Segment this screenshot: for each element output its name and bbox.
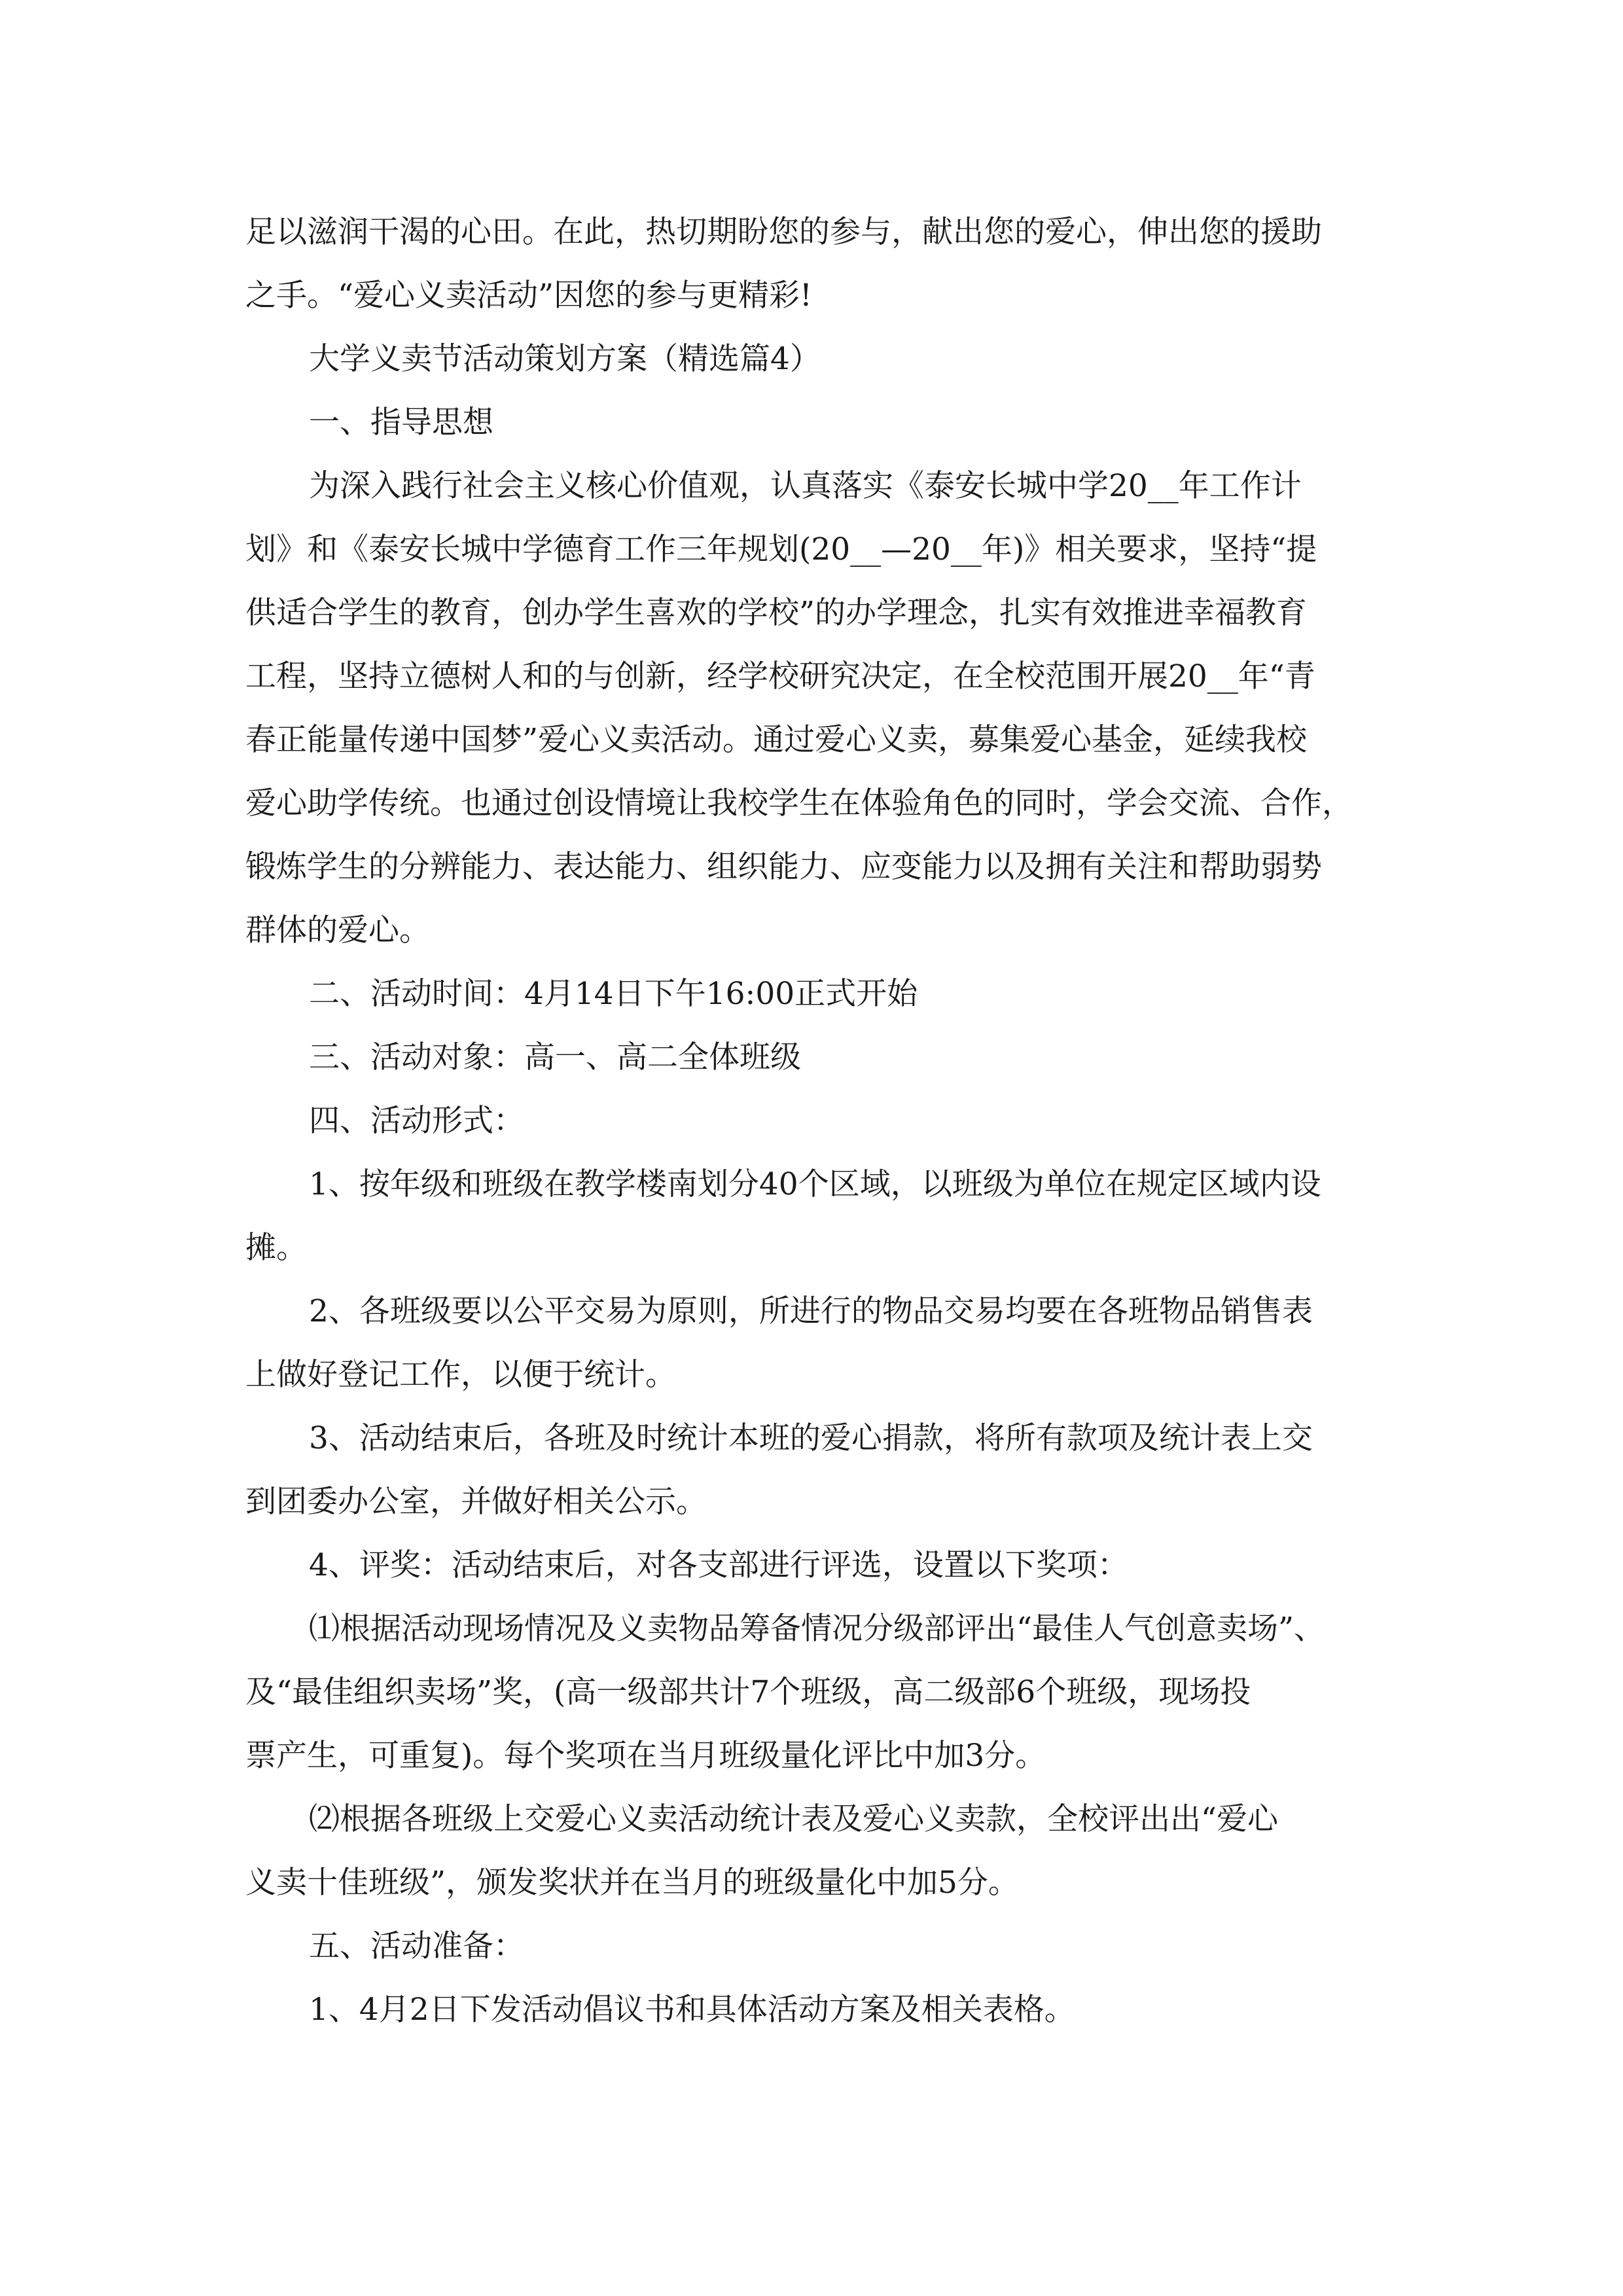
section-title: 大学义卖节活动策划方案（精选篇4） bbox=[309, 341, 821, 377]
paragraph-line: 票产生，可重复)。每个奖项在当月班级量化评比中加3分。 bbox=[245, 1738, 1046, 1774]
paragraph-line: 为深入践行社会主义核心价值观，认真落实《泰安长城中学20__年工作计 bbox=[309, 468, 1302, 504]
paragraph-line: ⑵根据各班级上交爱心义卖活动统计表及爱心义卖款，全校评出出“爱心 bbox=[309, 1801, 1279, 1837]
paragraph-line: 足以滋润干渴的心田。在此，热切期盼您的参与，献出您的爱心，伸出您的援助 bbox=[245, 214, 1322, 250]
form-item-4 bbox=[245, 1534, 1378, 1597]
heading-activity-target: 三、活动对象：高一、高二全体班级 bbox=[309, 1039, 801, 1075]
form-item-3 bbox=[245, 1407, 1378, 1534]
prep-item-1: 1、4月2日下发活动倡议书和具体活动方案及相关表格。 bbox=[309, 1992, 1075, 2028]
continuation-paragraph bbox=[245, 200, 1378, 327]
paragraph-line: 1、按年级和班级在教学楼南划分40个区域，以班级为单位在规定区域内设 bbox=[309, 1166, 1321, 1202]
paragraph-line: 供适合学生的教育，创办学生喜欢的学校”的办学理念，扎实有效推进幸福教育 bbox=[245, 595, 1308, 631]
paragraph-line: 2、各班级要以公平交易为原则，所进行的物品交易均要在各班物品销售表 bbox=[309, 1293, 1313, 1329]
paragraph-line: 工程，坚持立德树人和的与创新，经学校研究决定，在全校范围开展20__年“青 bbox=[245, 658, 1315, 694]
award-item-2 bbox=[245, 1787, 1378, 1914]
form-item-1 bbox=[245, 1153, 1378, 1280]
paragraph-line: 摊。 bbox=[245, 1230, 307, 1266]
paragraph-line: 锻炼学生的分辨能力、表达能力、组织能力、应变能力以及拥有关注和帮助弱势 bbox=[245, 849, 1322, 885]
guiding-paragraph bbox=[245, 454, 1378, 962]
heading-activity-prep: 五、活动准备： bbox=[309, 1928, 524, 1964]
paragraph-line: 划》和《泰安长城中学德育工作三年规划(20__—20__年)》相关要求，坚持“提 bbox=[245, 531, 1317, 567]
paragraph-line: 春正能量传递中国梦”爱心义卖活动。通过爱心义卖，募集爱心基金，延续我校 bbox=[245, 722, 1308, 758]
paragraph-line: ⑴根据活动现场情况及义卖物品筹备情况分级部评出“最佳人气创意卖场”、 bbox=[309, 1611, 1325, 1647]
paragraph-line: 群体的爱心。 bbox=[245, 912, 430, 948]
heading-guiding-ideology: 一、指导思想 bbox=[309, 404, 493, 440]
paragraph-line: 及“最佳组织卖场”奖，(高一级部共计7个班级，高二级部6个班级，现场投 bbox=[245, 1674, 1251, 1710]
paragraph-line: 到团委办公室，并做好相关公示。 bbox=[245, 1484, 707, 1520]
paragraph-line: 爱心助学传统。也通过创设情境让我校学生在体验角色的同时，学会交流、合作， bbox=[245, 785, 1353, 821]
paragraph-line: 3、活动结束后，各班及时统计本班的爱心捐款，将所有款项及统计表上交 bbox=[309, 1420, 1313, 1456]
paragraph-line: 之手。“爱心义卖活动”因您的参与更精彩! bbox=[245, 278, 812, 314]
paragraph-line: 4、评奖：活动结束后，对各支部进行评选，设置以下奖项： bbox=[309, 1547, 1128, 1583]
heading-activity-time: 二、活动时间：4月14日下午16:00正式开始 bbox=[309, 976, 918, 1012]
paragraph-line: 上做好登记工作，以便于统计。 bbox=[245, 1357, 676, 1393]
paragraph-line: 义卖十佳班级”，颁发奖状并在当月的班级量化中加5分。 bbox=[245, 1865, 1019, 1901]
award-item-1 bbox=[245, 1597, 1378, 1787]
form-item-2 bbox=[245, 1280, 1378, 1407]
heading-activity-form: 四、活动形式： bbox=[309, 1103, 524, 1139]
